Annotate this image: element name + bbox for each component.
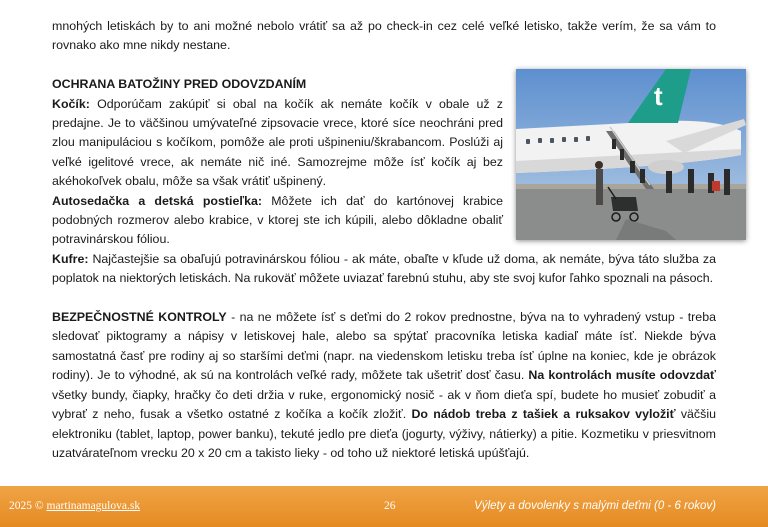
footer-copyright: [9, 500, 140, 512]
stroller-text: Odporúčam zakúpiť si obal na kočík ak nemáte kočík v obale už z predajne. Je to väčšinou umývateľné zipsovacie vrece, ktoré síce neochráni pred zlou manipuláciou s kočíkom, pomôže ale proti ušpineniu/škrabancom. Poslúži aj veľké igelitové vrece, ak nemáte nič iné. Samozrejme môže ísť kočík aj bez akéhokoľvek obalu, môže sa však vrátiť ušpinený.: [52, 96, 503, 189]
tail-logo: t: [654, 81, 663, 111]
copyright-text: 2025 ©: [9, 500, 44, 512]
red-suitcase: [712, 181, 720, 191]
stroller-label: Kočík:: [52, 96, 90, 111]
suitcase-paragraph: [52, 250, 716, 289]
airplane-boarding-photo: [516, 69, 746, 240]
security-text-3: väčšiu elektroniku (tablet, laptop, power banku), tekuté jedlo pre dieťa (jogurty, výživy, nátierky) a pitie. Kozmetiku v priesvitnom uzatvárateľnom vrecku 20 x 20 cm a takisto lieky - od toho už niektoré letiská upúšťajú.: [52, 407, 716, 460]
suitcase-label: Kufre:: [52, 251, 89, 266]
security-text-1: - na ne môžete ísť s deťmi do 2 rokov prednostne, býva na to vyhradený vstup - treba sledovať piktogramy a nápisy v letiskovej hale, alebo sa spýtať pracovníka letiska kadiaľ máte ísť. Niekde býva samostatná časť pre rodiny aj so staršími deťmi (napr. na viedenskom letisku treba ísť úplne na koniec, kde je obrázok rodiny). Je to výhodné, ak sú na kontrolách veľké rady, môžete tak ušetriť dosť času.: [52, 310, 716, 383]
book-title: Výlety a dovolenky s malými deťmi (0 - 6 rokov): [474, 500, 716, 512]
intro-paragraph: mnohých letiskách by to ani možné nebolo vrátiť sa až po check-in cez celé veľké letisko, takže verím, že sa vám to rovnako ako mne nikdy nestane.: [52, 19, 716, 53]
security-paragraph: [52, 308, 716, 463]
website-link[interactable]: martinamagulova.sk: [46, 500, 141, 512]
suitcase-text: Najčastejšie sa obaľujú potravinárskou fóliou - ak máte, obaľte v kľude už doma, ak nemáte, býva táto služba za poplatok na niektorých letiskách. Na rukoväť môžete uviazať farebnú stuhu, aby ste svoj kufor ľahko spoznali na pásoch.: [52, 251, 716, 286]
luggage-section: [52, 75, 503, 250]
stroller-paragraph: [52, 95, 503, 192]
carseat-text: Môžete ich dať do kartónovej krabice podobných rozmerov alebo krabice, v ktorej ste ich kúpili, alebo dôkladne obaliť potravinárskou fóliou.: [52, 193, 503, 247]
mother-head: [595, 161, 603, 169]
carseat-label: Autosedačka a detská postieľka:: [52, 193, 263, 208]
page-footer: [0, 486, 768, 527]
security-heading: BEZPEČNOSTNÉ KONTROLY: [52, 310, 227, 325]
luggage-heading: OCHRANA BATOŽINY PRED ODOVZDANÍM: [52, 77, 307, 92]
page-number: 26: [384, 500, 396, 512]
security-bold-1: Na kontrolách musíte odovzdať: [528, 368, 716, 383]
security-text-2: všetky bundy, čiapky, hračky čo deti držia v ruke, ergonomický nosič - ak v ňom dieťa spí, budete ho musieť zobudiť a vybrať z neho, fusak a všetko ostatné z kočíka a kočík zložiť.: [52, 387, 716, 422]
security-bold-2: Do nádob treba z tašiek a ruksakov vyložiť: [411, 407, 676, 422]
photo-illustration: [516, 69, 746, 240]
carseat-paragraph: [52, 192, 503, 250]
